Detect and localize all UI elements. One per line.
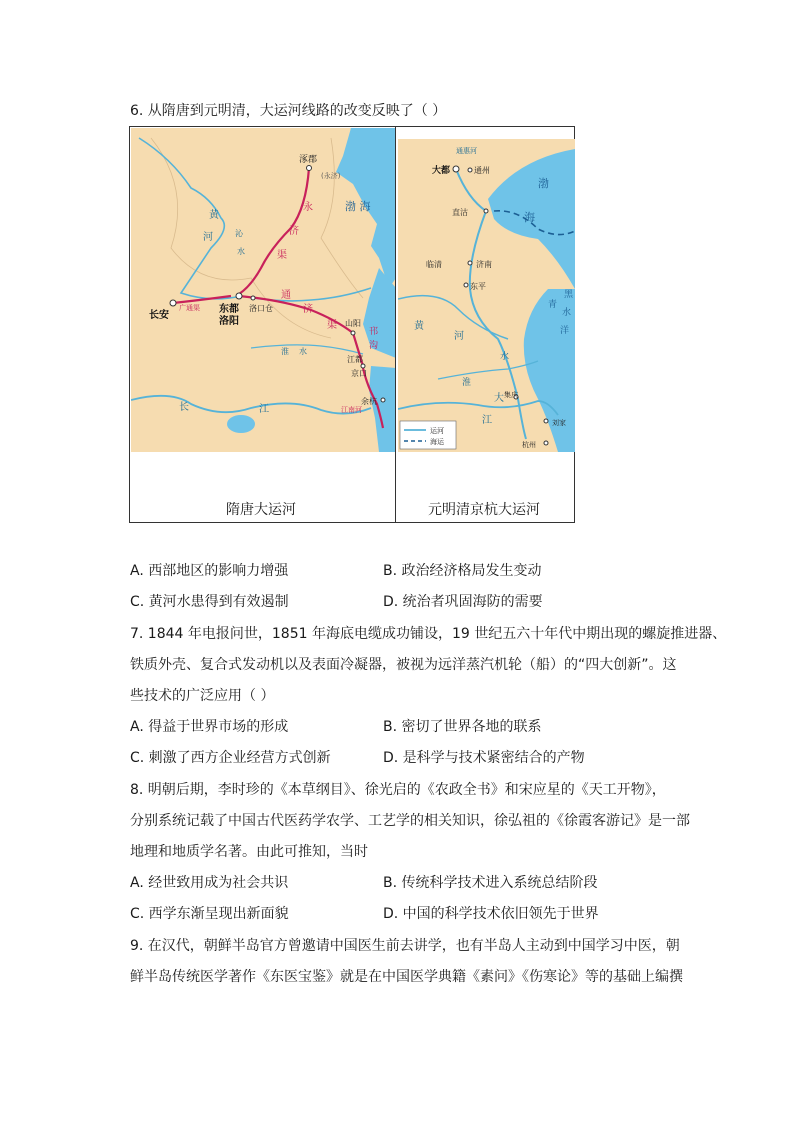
label-da: 大 (494, 393, 504, 404)
q7-line-3: 些技术的广泛应用（ ） (130, 688, 275, 704)
label-huang: 黄 (209, 210, 219, 221)
label-hangou-2: 沟 (369, 341, 379, 351)
label-yongji-small: (永济) (321, 172, 341, 180)
q7-option-b[interactable]: B. 密切了世界各地的联系 (383, 719, 542, 735)
label-guangtongqu: 广通渠 (179, 304, 200, 312)
label-changan: 长安 (149, 310, 169, 321)
q7-line-2: 铁质外壳、复合式发动机以及表面冷凝器，被视为远洋蒸汽机轮（船）的“四大创新”。这 (130, 657, 677, 673)
legend-sea-label: 海运 (430, 438, 444, 446)
label-huai-r: 淮 (462, 378, 472, 388)
q9-line-1: 9. 在汉代，朝鲜半岛官方曾邀请中国医生前去讲学，也有半岛人主动到中国学习中医，朝 (130, 938, 680, 954)
canal-maps-figure (129, 126, 575, 523)
label-jiang-r: 江 (482, 415, 492, 426)
label-linqing: 临清 (426, 260, 442, 269)
sui-tang-canal-map (131, 128, 396, 452)
label-bo: 渤 (538, 177, 549, 190)
label-dadu: 大都 (432, 166, 451, 176)
label-zhuojun: 涿郡 (299, 155, 318, 165)
q7-option-c[interactable]: C. 刺激了西方企业经营方式创新 (130, 750, 331, 766)
label-yongji-2: 济 (289, 226, 299, 237)
label-yuhang: 余杭 (361, 397, 377, 406)
label-tongji-2: 济 (303, 304, 313, 315)
label-he: 河 (203, 232, 213, 243)
label-chang: 长 (179, 402, 189, 413)
label-luokoucang: 洛口仓 (249, 304, 273, 313)
label-hangou-1: 邗 (369, 327, 379, 337)
q8-line-3: 地理和地质学名著。由此可推知，当时 (130, 844, 368, 860)
label-jiangdu: 江都 (347, 355, 363, 364)
label-huai-shui: 水 (299, 347, 307, 356)
label-tongji-1: 通 (281, 290, 291, 301)
label-shanyang: 山阳 (345, 319, 361, 328)
label-hangzhou: 杭州 (522, 441, 536, 449)
label-jiangnanhe: 江南河 (341, 406, 362, 414)
q7-line-1: 7. 1844 年电报问世，1851 年海底电缆成功铺设，19 世纪五六十年代中期出现的螺旋推进器、 (130, 626, 727, 642)
label-tonghuihe: 通惠河 (456, 147, 477, 155)
q6-option-c[interactable]: C. 黄河水患得到有效遏制 (130, 594, 289, 610)
q8-option-b[interactable]: B. 传统科学技术进入系统总结阶段 (383, 875, 598, 891)
q8-line-2: 分别系统记载了中国古代医药学农学、工艺学的相关知识，徐弘祖的《徐霞客游记》是一部 (130, 813, 690, 829)
q6-option-a[interactable]: A. 西部地区的影响力增强 (130, 563, 289, 579)
label-dongdu: 东都 (219, 304, 239, 315)
map-legend (400, 421, 456, 449)
label-zhigu: 直沽 (452, 208, 468, 217)
q9-line-2: 鲜半岛传统医学著作《东医宝鉴》就是在中国医学典籍《素问》《伤寒论》等的基础上编撰 (130, 969, 683, 985)
label-qing: 青 (548, 300, 558, 310)
label-huai: 淮 (281, 347, 289, 356)
label-qin-shui: 水 (237, 247, 245, 256)
label-tongzhou: 通州 (474, 166, 490, 175)
map-divider (395, 127, 396, 523)
label-yongji-1: 永 (303, 202, 313, 213)
label-jinan: 济南 (476, 260, 492, 269)
label-yongji-3: 渠 (277, 250, 287, 261)
label-jiang: 江 (259, 404, 269, 415)
q8-line-1: 8. 明朝后期，李时珍的《本草纲目》、徐光启的《农政全书》和宋应星的《天工开物》， (130, 782, 666, 798)
label-hei: 黑 (564, 290, 574, 300)
label-jiqing: 集庆 (504, 391, 518, 399)
label-huang-r: 黄 (414, 321, 424, 332)
right-map-caption: 元明清京杭大运河 (428, 502, 540, 518)
label-shui-r: 水 (562, 308, 572, 318)
label-yang: 洋 (560, 326, 570, 336)
label-qin: 沁 (235, 229, 243, 238)
q8-option-d[interactable]: D. 中国的科学技术依旧领先于世界 (383, 906, 599, 922)
label-liujia: 刘家 (552, 419, 566, 427)
label-hai: 海 (524, 211, 535, 224)
label-bohai: 渤 海 (345, 200, 371, 213)
q7-option-d[interactable]: D. 是科学与技术紧密结合的产物 (383, 750, 585, 766)
q7-option-a[interactable]: A. 得益于世界市场的形成 (130, 719, 289, 735)
q6-option-d[interactable]: D. 统治者巩固海防的需要 (383, 594, 543, 610)
q6-stem: 6. 从隋唐到元明清，大运河线路的改变反映了（ ） (130, 103, 447, 119)
legend-canal-label: 运河 (430, 427, 444, 435)
label-luoyang: 洛阳 (219, 316, 239, 327)
label-tongji-3: 渠 (327, 320, 337, 331)
label-dongping: 东平 (470, 282, 486, 291)
q6-option-b[interactable]: B. 政治经济格局发生变动 (383, 563, 542, 579)
left-map-caption: 隋唐大运河 (226, 502, 296, 518)
label-shui-r2: 水 (500, 352, 510, 362)
yuan-ming-qing-canal-map (398, 139, 575, 452)
q8-option-a[interactable]: A. 经世致用成为社会共识 (130, 875, 289, 891)
q8-option-c[interactable]: C. 西学东渐呈现出新面貌 (130, 906, 289, 922)
label-he-r: 河 (454, 331, 464, 342)
label-jingkou: 京口 (351, 369, 367, 378)
